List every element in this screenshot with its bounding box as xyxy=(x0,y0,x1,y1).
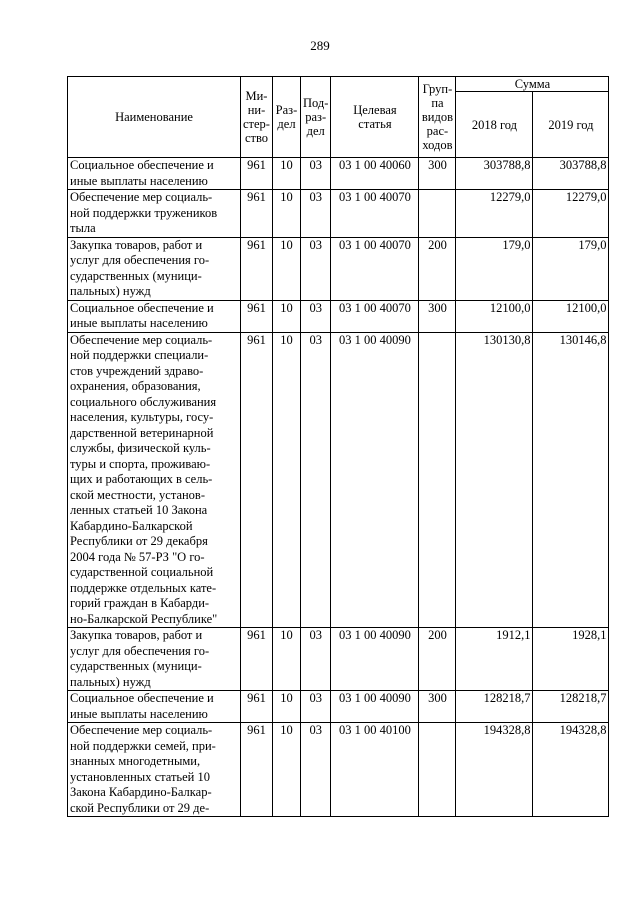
budget-table xyxy=(67,76,609,817)
table-row xyxy=(68,332,609,628)
row-subsection: 03 xyxy=(300,332,330,628)
table-row xyxy=(68,691,609,723)
row-group: 300 xyxy=(419,300,456,332)
row-section: 10 xyxy=(272,237,300,300)
row-target: 03 1 00 40090 xyxy=(331,691,419,723)
row-group: 300 xyxy=(419,691,456,723)
row-name: Обеспечение мер социаль- ной поддержки семей, при- знанных многодетными, установленных статьей 10 Закона Кабардино-Балкар- ской Республики от 29 де- xyxy=(68,723,241,817)
row-ministry: 961 xyxy=(241,158,273,190)
row-group xyxy=(419,332,456,628)
row-group xyxy=(419,190,456,238)
row-ministry: 961 xyxy=(241,723,273,817)
row-2018: 179,0 xyxy=(456,237,533,300)
row-2019: 130146,8 xyxy=(533,332,609,628)
row-2018: 130130,8 xyxy=(456,332,533,628)
header-subsection: Под- раз- дел xyxy=(300,77,330,158)
header-section: Раз- дел xyxy=(272,77,300,158)
row-2018: 1912,1 xyxy=(456,628,533,691)
row-2019: 194328,8 xyxy=(533,723,609,817)
row-2018: 303788,8 xyxy=(456,158,533,190)
row-section: 10 xyxy=(272,300,300,332)
row-section: 10 xyxy=(272,158,300,190)
table-row xyxy=(68,628,609,691)
row-2018: 128218,7 xyxy=(456,691,533,723)
row-target: 03 1 00 40060 xyxy=(331,158,419,190)
row-subsection: 03 xyxy=(300,158,330,190)
row-target: 03 1 00 40070 xyxy=(331,190,419,238)
row-2019: 128218,7 xyxy=(533,691,609,723)
row-name: Обеспечение мер социаль- ной поддержки специали- стов учреждений здраво- охранения, образования, социального обслуживания населения, культуры, госу- дарственной ветеринарной службы, физической куль- туры и спорта, проживаю- щих и работающих в сель- ской местности, установ- ленных статьей 10 Закона Кабардино-Балкарской Республики от 29 декабря 2004 года № 57-РЗ "О го- сударственной социальной поддержке отдельных кате- горий граждан в Кабарди- но-Балкарской Республике" xyxy=(68,332,241,628)
row-target: 03 1 00 40090 xyxy=(331,628,419,691)
header-ministry: Ми- ни- стер- ство xyxy=(241,77,273,158)
page-number: 289 xyxy=(310,38,330,53)
row-group xyxy=(419,723,456,817)
row-2019: 12279,0 xyxy=(533,190,609,238)
row-subsection: 03 xyxy=(300,628,330,691)
row-ministry: 961 xyxy=(241,332,273,628)
row-subsection: 03 xyxy=(300,190,330,238)
row-section: 10 xyxy=(272,190,300,238)
table-row xyxy=(68,723,609,817)
row-ministry: 961 xyxy=(241,691,273,723)
header-2019: 2019 год xyxy=(533,92,609,158)
row-target: 03 1 00 40070 xyxy=(331,300,419,332)
row-2018: 12100,0 xyxy=(456,300,533,332)
row-target: 03 1 00 40070 xyxy=(331,237,419,300)
row-subsection: 03 xyxy=(300,691,330,723)
row-ministry: 961 xyxy=(241,300,273,332)
header-name: Наименование xyxy=(68,77,241,158)
header-2018: 2018 год xyxy=(456,92,533,158)
header-group: Груп- па видов рас- ходов xyxy=(419,77,456,158)
row-name: Социальное обеспечение и иные выплаты населению xyxy=(68,158,241,190)
row-2019: 303788,8 xyxy=(533,158,609,190)
row-section: 10 xyxy=(272,723,300,817)
row-ministry: 961 xyxy=(241,628,273,691)
row-subsection: 03 xyxy=(300,723,330,817)
row-subsection: 03 xyxy=(300,237,330,300)
row-section: 10 xyxy=(272,332,300,628)
row-section: 10 xyxy=(272,691,300,723)
row-2019: 179,0 xyxy=(533,237,609,300)
row-ministry: 961 xyxy=(241,237,273,300)
table-row xyxy=(68,158,609,190)
row-2018: 12279,0 xyxy=(456,190,533,238)
row-name: Закупка товаров, работ и услуг для обеспечения го- сударственных (муници- пальных) нужд xyxy=(68,237,241,300)
header-target: Целевая статья xyxy=(331,77,419,158)
row-ministry: 961 xyxy=(241,190,273,238)
row-2018: 194328,8 xyxy=(456,723,533,817)
row-2019: 12100,0 xyxy=(533,300,609,332)
row-group: 200 xyxy=(419,628,456,691)
table-row xyxy=(68,237,609,300)
row-target: 03 1 00 40100 xyxy=(331,723,419,817)
row-name: Обеспечение мер социаль- ной поддержки тружеников тыла xyxy=(68,190,241,238)
row-target: 03 1 00 40090 xyxy=(331,332,419,628)
row-name: Социальное обеспечение и иные выплаты населению xyxy=(68,691,241,723)
table-row xyxy=(68,190,609,238)
header-sum: Сумма xyxy=(456,77,609,92)
row-subsection: 03 xyxy=(300,300,330,332)
row-group: 200 xyxy=(419,237,456,300)
row-name: Социальное обеспечение и иные выплаты населению xyxy=(68,300,241,332)
row-name: Закупка товаров, работ и услуг для обеспечения го- сударственных (муници- пальных) нужд xyxy=(68,628,241,691)
table-row xyxy=(68,300,609,332)
row-2019: 1928,1 xyxy=(533,628,609,691)
row-section: 10 xyxy=(272,628,300,691)
row-group: 300 xyxy=(419,158,456,190)
